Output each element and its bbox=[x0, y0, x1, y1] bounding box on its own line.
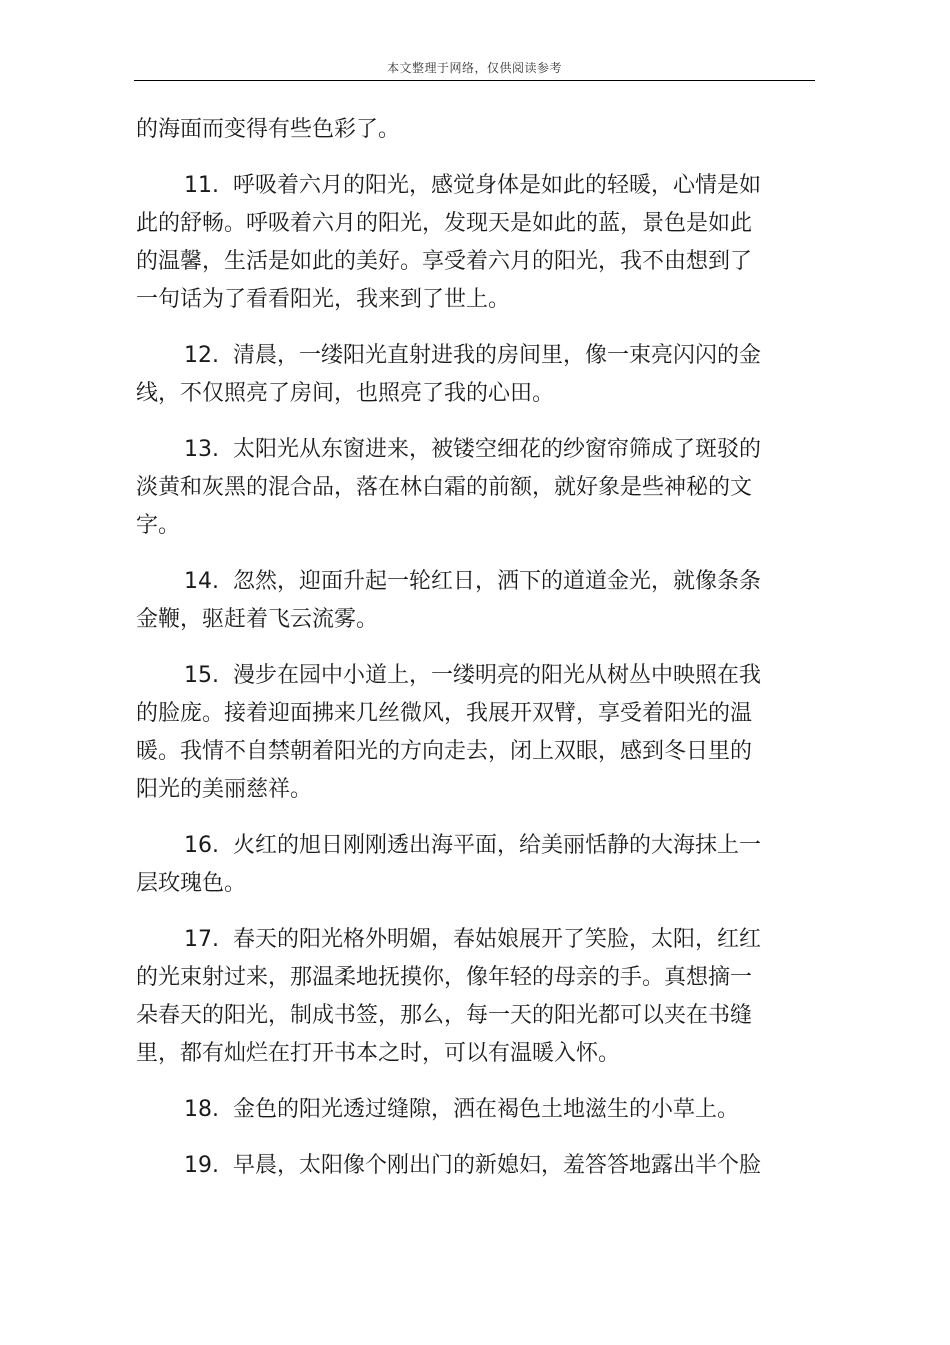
paragraph-line: 层玫瑰色。 bbox=[136, 871, 247, 896]
paragraph-line: 里，都有灿烂在打开书本之时，可以有温暖入怀。 bbox=[136, 1041, 621, 1066]
paragraph-line: 呼吸着六月的阳光，感觉身体是如此的轻暖，心情是如 bbox=[233, 173, 762, 198]
paragraph-19 bbox=[136, 1147, 760, 1185]
paragraph-line: 忽然，迎面升起一轮红日，洒下的道道金光，就像条条 bbox=[233, 569, 762, 594]
paragraph-line: 金鞭，驱赶着飞云流雾。 bbox=[136, 607, 379, 632]
paragraph-line: 金色的阳光透过缝隙，洒在褐色土地滋生的小草上。 bbox=[233, 1097, 740, 1122]
paragraph-number: 16. bbox=[184, 833, 219, 858]
paragraph-18 bbox=[136, 1091, 760, 1129]
paragraph-15 bbox=[136, 657, 760, 809]
paragraph-line: 春天的阳光格外明媚，春姑娘展开了笑脸，太阳，红红 bbox=[233, 927, 762, 952]
paragraph-line: 火红的旭日刚刚透出海平面，给美丽恬静的大海抹上一 bbox=[233, 833, 762, 858]
paragraph-number: 18. bbox=[184, 1097, 219, 1122]
paragraph-11 bbox=[136, 167, 760, 319]
paragraph-line: 早晨，太阳像个刚出门的新媳妇，羞答答地露出半个脸 bbox=[233, 1153, 762, 1178]
paragraph-line: 线，不仅照亮了房间，也照亮了我的心田。 bbox=[136, 381, 555, 406]
paragraph-number: 19. bbox=[184, 1153, 219, 1178]
paragraph-14 bbox=[136, 563, 760, 639]
paragraph-line: 淡黄和灰黑的混合品，落在林白霜的前额，就好象是些神秘的文 bbox=[136, 475, 753, 500]
header-divider bbox=[134, 80, 815, 81]
paragraph-line: 太阳光从东窗进来，被镂空细花的纱窗帘筛成了斑驳的 bbox=[233, 437, 762, 462]
paragraph-number: 11. bbox=[184, 173, 219, 198]
paragraph-line: 的光束射过来，那温柔地抚摸你，像年轻的母亲的手。真想摘一 bbox=[136, 965, 753, 990]
paragraph-line: 字。 bbox=[136, 513, 181, 538]
paragraph-continuation bbox=[136, 111, 760, 149]
paragraph-number: 12. bbox=[184, 343, 219, 368]
paragraph-number: 15. bbox=[184, 663, 219, 688]
paragraph-line: 的海面而变得有些色彩了。 bbox=[136, 117, 401, 142]
paragraph-line: 清晨，一缕阳光直射进我的房间里，像一束亮闪闪的金 bbox=[233, 343, 762, 368]
paragraph-line: 阳光的美丽慈祥。 bbox=[136, 777, 313, 802]
paragraph-line: 暖。我情不自禁朝着阳光的方向走去，闭上双眼，感到冬日里的 bbox=[136, 739, 753, 764]
document-body bbox=[136, 111, 760, 1203]
paragraph-16 bbox=[136, 827, 760, 903]
paragraph-line: 一句话为了看看阳光，我来到了世上。 bbox=[136, 287, 511, 312]
paragraph-number: 14. bbox=[184, 569, 219, 594]
paragraph-number: 13. bbox=[184, 437, 219, 462]
paragraph-17 bbox=[136, 921, 760, 1073]
paragraph-line: 朵春天的阳光，制成书签，那么，每一天的阳光都可以夹在书缝 bbox=[136, 1003, 753, 1028]
paragraph-number: 17. bbox=[184, 927, 219, 952]
page-header: 本文整理于网络，仅供阅读参考 bbox=[386, 61, 562, 75]
paragraph-12 bbox=[136, 337, 760, 413]
paragraph-line: 漫步在园中小道上，一缕明亮的阳光从树丛中映照在我 bbox=[233, 663, 762, 688]
paragraph-line: 此的舒畅。呼吸着六月的阳光，发现天是如此的蓝，景色是如此 bbox=[136, 211, 753, 236]
paragraph-13 bbox=[136, 431, 760, 545]
paragraph-line: 的脸庞。接着迎面拂来几丝微风，我展开双臂，享受着阳光的温 bbox=[136, 701, 753, 726]
paragraph-line: 的温馨，生活是如此的美好。享受着六月的阳光，我不由想到了 bbox=[136, 249, 753, 274]
